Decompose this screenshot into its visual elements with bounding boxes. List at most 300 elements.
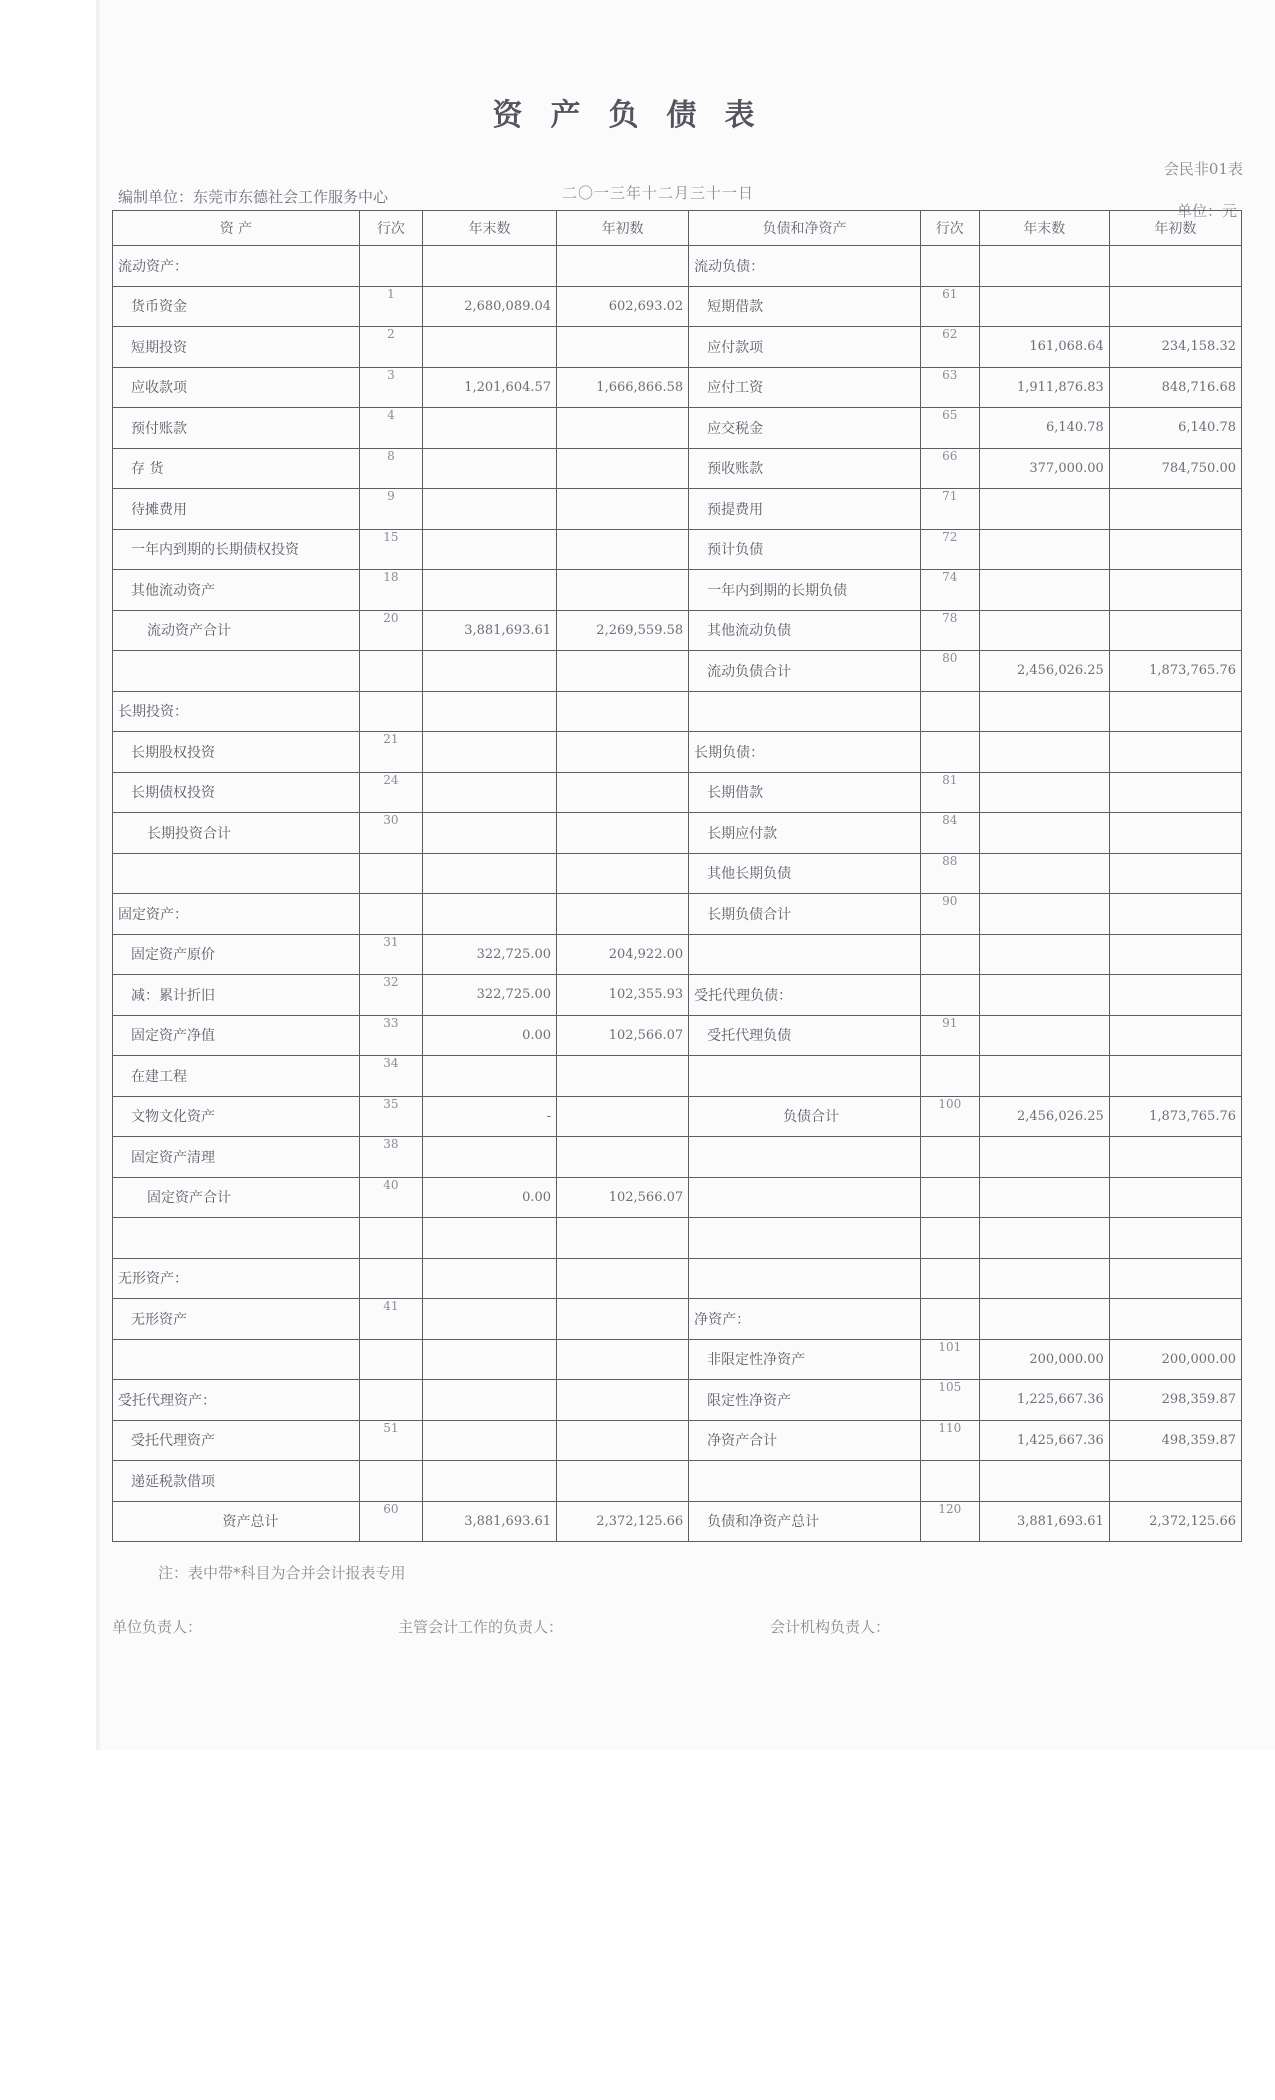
asset-name-cell: 固定资产净值 xyxy=(113,1015,360,1056)
asset-line-cell: 60 xyxy=(359,1501,422,1542)
liability-begin-cell xyxy=(1109,772,1241,813)
asset-line-cell: 3 xyxy=(359,367,422,408)
liability-begin-cell xyxy=(1109,975,1241,1016)
liability-begin-cell xyxy=(1109,894,1241,935)
asset-begin-cell xyxy=(557,772,689,813)
asset-name-cell: 固定资产原价 xyxy=(113,934,360,975)
table-row xyxy=(113,1380,1242,1421)
liability-begin-cell xyxy=(1109,691,1241,732)
liability-end-cell xyxy=(979,691,1109,732)
liability-begin-cell: 298,359.87 xyxy=(1109,1380,1241,1421)
col-end: 年末数 xyxy=(422,211,556,246)
liability-end-cell: 200,000.00 xyxy=(979,1339,1109,1380)
asset-line-cell: 1 xyxy=(359,286,422,327)
liability-end-cell: 161,068.64 xyxy=(979,327,1109,368)
table-row xyxy=(113,529,1242,570)
asset-end-cell: 3,881,693.61 xyxy=(422,1501,556,1542)
table-row xyxy=(113,570,1242,611)
asset-begin-cell: 102,355.93 xyxy=(557,975,689,1016)
liability-begin-cell xyxy=(1109,286,1241,327)
liability-name-cell: 应付款项 xyxy=(689,327,921,368)
liability-begin-cell xyxy=(1109,1218,1241,1259)
reporting-unit: 编制单位：东莞市东德社会工作服务中心 xyxy=(118,188,389,206)
table-row xyxy=(113,651,1242,692)
liability-name-cell: 非限定性净资产 xyxy=(689,1339,921,1380)
asset-begin-cell xyxy=(557,246,689,287)
asset-begin-cell xyxy=(557,1299,689,1340)
table-row xyxy=(113,1339,1242,1380)
liability-end-cell: 6,140.78 xyxy=(979,408,1109,449)
asset-end-cell xyxy=(422,894,556,935)
liability-name-cell: 流动负债合计 xyxy=(689,651,921,692)
liability-end-cell xyxy=(979,246,1109,287)
asset-end-cell: 0.00 xyxy=(422,1177,556,1218)
table-row xyxy=(113,894,1242,935)
table-row xyxy=(113,610,1242,651)
liability-line-cell: 105 xyxy=(920,1380,979,1421)
liability-begin-cell xyxy=(1109,1056,1241,1097)
liability-begin-cell xyxy=(1109,732,1241,773)
liability-name-cell: 受托代理负债： xyxy=(689,975,921,1016)
asset-line-cell: 2 xyxy=(359,327,422,368)
liability-line-cell xyxy=(920,1461,979,1502)
asset-line-cell: 38 xyxy=(359,1137,422,1178)
col-begin: 年初数 xyxy=(557,211,689,246)
liability-end-cell: 1,911,876.83 xyxy=(979,367,1109,408)
table-row xyxy=(113,327,1242,368)
liability-end-cell xyxy=(979,610,1109,651)
liability-end-cell xyxy=(979,286,1109,327)
asset-line-cell xyxy=(359,1380,422,1421)
asset-line-cell xyxy=(359,1218,422,1259)
liability-name-cell: 净资产合计 xyxy=(689,1420,921,1461)
liability-line-cell xyxy=(920,975,979,1016)
liability-begin-cell: 1,873,765.76 xyxy=(1109,651,1241,692)
asset-begin-cell: 2,372,125.66 xyxy=(557,1501,689,1542)
asset-line-cell: 33 xyxy=(359,1015,422,1056)
asset-end-cell xyxy=(422,529,556,570)
liability-name-cell: 长期借款 xyxy=(689,772,921,813)
liability-end-cell xyxy=(979,853,1109,894)
asset-line-cell: 51 xyxy=(359,1420,422,1461)
asset-name-cell: 其他流动资产 xyxy=(113,570,360,611)
col-line: 行次 xyxy=(359,211,422,246)
asset-name-cell: 长期投资： xyxy=(113,691,360,732)
asset-begin-cell xyxy=(557,1137,689,1178)
asset-line-cell: 41 xyxy=(359,1299,422,1340)
asset-end-cell xyxy=(422,772,556,813)
asset-line-cell: 34 xyxy=(359,1056,422,1097)
liability-begin-cell xyxy=(1109,1299,1241,1340)
liability-name-cell xyxy=(689,1056,921,1097)
asset-begin-cell: 102,566.07 xyxy=(557,1177,689,1218)
asset-end-cell xyxy=(422,1299,556,1340)
table-row xyxy=(113,975,1242,1016)
liability-line-cell xyxy=(920,1299,979,1340)
asset-name-cell: 长期股权投资 xyxy=(113,732,360,773)
asset-end-cell: 0.00 xyxy=(422,1015,556,1056)
asset-name-cell: 流动资产合计 xyxy=(113,610,360,651)
table-row xyxy=(113,489,1242,530)
table-row xyxy=(113,732,1242,773)
table-row xyxy=(113,1137,1242,1178)
col-liab: 负债和净资产 xyxy=(689,211,921,246)
col-begin2: 年初数 xyxy=(1109,211,1241,246)
asset-begin-cell xyxy=(557,1218,689,1259)
table-row xyxy=(113,691,1242,732)
asset-name-cell: 预付账款 xyxy=(113,408,360,449)
liability-name-cell: 限定性净资产 xyxy=(689,1380,921,1421)
liability-begin-cell: 6,140.78 xyxy=(1109,408,1241,449)
asset-end-cell: 2,680,089.04 xyxy=(422,286,556,327)
liability-name-cell: 预计负债 xyxy=(689,529,921,570)
liability-line-cell xyxy=(920,1177,979,1218)
asset-name-cell: 固定资产合计 xyxy=(113,1177,360,1218)
liability-line-cell: 65 xyxy=(920,408,979,449)
liability-end-cell xyxy=(979,489,1109,530)
liability-line-cell: 91 xyxy=(920,1015,979,1056)
liability-line-cell: 66 xyxy=(920,448,979,489)
liability-begin-cell xyxy=(1109,529,1241,570)
liability-end-cell xyxy=(979,772,1109,813)
liability-end-cell xyxy=(979,1137,1109,1178)
asset-name-cell: 固定资产： xyxy=(113,894,360,935)
asset-name-cell: 长期投资合计 xyxy=(113,813,360,854)
asset-name-cell xyxy=(113,651,360,692)
liability-end-cell: 1,425,667.36 xyxy=(979,1420,1109,1461)
liability-line-cell: 88 xyxy=(920,853,979,894)
liability-end-cell xyxy=(979,570,1109,611)
liability-line-cell xyxy=(920,1056,979,1097)
asset-line-cell: 32 xyxy=(359,975,422,1016)
liability-end-cell xyxy=(979,1177,1109,1218)
liability-name-cell: 应交税金 xyxy=(689,408,921,449)
asset-begin-cell: 602,693.02 xyxy=(557,286,689,327)
asset-end-cell: 3,881,693.61 xyxy=(422,610,556,651)
liability-line-cell: 120 xyxy=(920,1501,979,1542)
liability-name-cell: 负债和净资产总计 xyxy=(689,1501,921,1542)
asset-begin-cell xyxy=(557,894,689,935)
asset-name-cell: 在建工程 xyxy=(113,1056,360,1097)
liability-line-cell: 100 xyxy=(920,1096,979,1137)
table-row xyxy=(113,408,1242,449)
liability-begin-cell xyxy=(1109,1015,1241,1056)
table-row xyxy=(113,246,1242,287)
asset-line-cell: 18 xyxy=(359,570,422,611)
col-asset: 资 产 xyxy=(113,211,360,246)
liability-line-cell: 62 xyxy=(920,327,979,368)
liability-name-cell: 长期应付款 xyxy=(689,813,921,854)
asset-line-cell: 20 xyxy=(359,610,422,651)
asset-end-cell xyxy=(422,489,556,530)
asset-end-cell xyxy=(422,732,556,773)
liability-line-cell: 74 xyxy=(920,570,979,611)
asset-line-cell xyxy=(359,1258,422,1299)
asset-line-cell: 21 xyxy=(359,732,422,773)
asset-line-cell: 9 xyxy=(359,489,422,530)
liability-name-cell: 其他长期负债 xyxy=(689,853,921,894)
signature-accounting-head: 会计机构负责人： xyxy=(770,1618,891,1636)
asset-name-cell: 短期投资 xyxy=(113,327,360,368)
asset-end-cell: 1,201,604.57 xyxy=(422,367,556,408)
liability-begin-cell: 848,716.68 xyxy=(1109,367,1241,408)
report-date: 二〇一三年十二月三十一日 xyxy=(562,184,755,202)
table-row xyxy=(113,367,1242,408)
liability-name-cell: 长期负债合计 xyxy=(689,894,921,935)
asset-line-cell xyxy=(359,894,422,935)
liability-name-cell xyxy=(689,691,921,732)
asset-end-cell xyxy=(422,691,556,732)
liability-begin-cell xyxy=(1109,1177,1241,1218)
liability-line-cell: 84 xyxy=(920,813,979,854)
liability-begin-cell: 1,873,765.76 xyxy=(1109,1096,1241,1137)
asset-begin-cell: 204,922.00 xyxy=(557,934,689,975)
asset-name-cell: 一年内到期的长期债权投资 xyxy=(113,529,360,570)
liability-begin-cell xyxy=(1109,570,1241,611)
asset-name-cell: 无形资产 xyxy=(113,1299,360,1340)
asset-begin-cell xyxy=(557,813,689,854)
liability-begin-cell: 234,158.32 xyxy=(1109,327,1241,368)
liability-end-cell: 2,456,026.25 xyxy=(979,651,1109,692)
table-row xyxy=(113,1501,1242,1542)
asset-name-cell: 长期债权投资 xyxy=(113,772,360,813)
asset-begin-cell xyxy=(557,1461,689,1502)
asset-begin-cell xyxy=(557,651,689,692)
balance-sheet-table xyxy=(112,210,1242,1542)
liability-name-cell: 负债合计 xyxy=(689,1096,921,1137)
liability-name-cell: 短期借款 xyxy=(689,286,921,327)
asset-begin-cell xyxy=(557,408,689,449)
asset-begin-cell xyxy=(557,489,689,530)
asset-begin-cell xyxy=(557,1380,689,1421)
asset-line-cell: 8 xyxy=(359,448,422,489)
liability-name-cell xyxy=(689,1258,921,1299)
liability-name-cell: 应付工资 xyxy=(689,367,921,408)
asset-line-cell xyxy=(359,853,422,894)
form-number: 会民非01表 xyxy=(1163,160,1243,178)
asset-begin-cell xyxy=(557,732,689,773)
asset-line-cell xyxy=(359,246,422,287)
table-row xyxy=(113,813,1242,854)
asset-line-cell xyxy=(359,691,422,732)
liability-begin-cell: 2,372,125.66 xyxy=(1109,1501,1241,1542)
table-row xyxy=(113,772,1242,813)
liability-end-cell xyxy=(979,934,1109,975)
liability-line-cell: 81 xyxy=(920,772,979,813)
liability-line-cell: 80 xyxy=(920,651,979,692)
asset-name-cell: 固定资产清理 xyxy=(113,1137,360,1178)
asset-name-cell: 受托代理资产： xyxy=(113,1380,360,1421)
liability-line-cell xyxy=(920,1218,979,1259)
asset-begin-cell xyxy=(557,448,689,489)
liability-begin-cell xyxy=(1109,1258,1241,1299)
asset-begin-cell xyxy=(557,1339,689,1380)
liability-line-cell: 101 xyxy=(920,1339,979,1380)
table-row xyxy=(113,1258,1242,1299)
asset-end-cell xyxy=(422,1218,556,1259)
liability-line-cell: 61 xyxy=(920,286,979,327)
asset-line-cell: 35 xyxy=(359,1096,422,1137)
liability-end-cell: 377,000.00 xyxy=(979,448,1109,489)
liability-name-cell: 流动负债： xyxy=(689,246,921,287)
liability-line-cell xyxy=(920,1258,979,1299)
signature-chief-accountant: 主管会计工作的负责人： xyxy=(398,1618,564,1636)
table-row xyxy=(113,1177,1242,1218)
liability-begin-cell xyxy=(1109,1137,1241,1178)
liability-end-cell xyxy=(979,813,1109,854)
asset-begin-cell xyxy=(557,1420,689,1461)
liability-name-cell: 净资产： xyxy=(689,1299,921,1340)
asset-begin-cell xyxy=(557,327,689,368)
asset-name-cell: 无形资产： xyxy=(113,1258,360,1299)
asset-begin-cell xyxy=(557,853,689,894)
liability-end-cell: 2,456,026.25 xyxy=(979,1096,1109,1137)
asset-name-cell: 受托代理资产 xyxy=(113,1420,360,1461)
liability-line-cell: 72 xyxy=(920,529,979,570)
asset-name-cell xyxy=(113,1339,360,1380)
liability-name-cell: 一年内到期的长期负债 xyxy=(689,570,921,611)
liability-line-cell xyxy=(920,732,979,773)
col-line2: 行次 xyxy=(920,211,979,246)
table-row xyxy=(113,934,1242,975)
liability-line-cell: 63 xyxy=(920,367,979,408)
liability-name-cell: 长期负债： xyxy=(689,732,921,773)
liability-begin-cell xyxy=(1109,934,1241,975)
asset-begin-cell xyxy=(557,1096,689,1137)
liability-end-cell xyxy=(979,894,1109,935)
liability-end-cell xyxy=(979,732,1109,773)
liability-begin-cell xyxy=(1109,610,1241,651)
liability-line-cell xyxy=(920,1137,979,1178)
signature-unit-head: 单位负责人： xyxy=(112,1618,203,1636)
liability-name-cell xyxy=(689,1177,921,1218)
asset-name-cell: 货币资金 xyxy=(113,286,360,327)
asset-end-cell xyxy=(422,1420,556,1461)
asset-end-cell xyxy=(422,1137,556,1178)
table-row xyxy=(113,1015,1242,1056)
table-row xyxy=(113,1056,1242,1097)
asset-begin-cell xyxy=(557,691,689,732)
liability-line-cell: 110 xyxy=(920,1420,979,1461)
liability-begin-cell xyxy=(1109,813,1241,854)
asset-name-cell: 递延税款借项 xyxy=(113,1461,360,1502)
liability-begin-cell xyxy=(1109,1461,1241,1502)
liability-end-cell xyxy=(979,1461,1109,1502)
liability-name-cell: 受托代理负债 xyxy=(689,1015,921,1056)
liability-begin-cell xyxy=(1109,853,1241,894)
table-row xyxy=(113,1096,1242,1137)
liability-end-cell xyxy=(979,1299,1109,1340)
asset-name-cell: 待摊费用 xyxy=(113,489,360,530)
asset-line-cell: 31 xyxy=(359,934,422,975)
liability-line-cell xyxy=(920,246,979,287)
asset-end-cell: 322,725.00 xyxy=(422,975,556,1016)
table-row xyxy=(113,853,1242,894)
liability-end-cell xyxy=(979,975,1109,1016)
asset-begin-cell xyxy=(557,529,689,570)
liability-line-cell: 78 xyxy=(920,610,979,651)
asset-end-cell xyxy=(422,651,556,692)
asset-line-cell xyxy=(359,1339,422,1380)
table-row xyxy=(113,1218,1242,1259)
asset-line-cell: 4 xyxy=(359,408,422,449)
asset-name-cell xyxy=(113,853,360,894)
table-row xyxy=(113,448,1242,489)
liability-begin-cell xyxy=(1109,246,1241,287)
table-row xyxy=(113,286,1242,327)
liability-end-cell xyxy=(979,529,1109,570)
liability-line-cell: 71 xyxy=(920,489,979,530)
liability-name-cell: 其他流动负债 xyxy=(689,610,921,651)
asset-name-cell xyxy=(113,1218,360,1259)
liability-name-cell xyxy=(689,1461,921,1502)
asset-end-cell xyxy=(422,570,556,611)
asset-line-cell: 40 xyxy=(359,1177,422,1218)
table-header-row xyxy=(113,211,1242,246)
asset-begin-cell xyxy=(557,1258,689,1299)
asset-name-cell: 减：累计折旧 xyxy=(113,975,360,1016)
asset-begin-cell xyxy=(557,1056,689,1097)
asset-line-cell: 24 xyxy=(359,772,422,813)
asset-end-cell xyxy=(422,327,556,368)
asset-end-cell xyxy=(422,1056,556,1097)
table-row xyxy=(113,1420,1242,1461)
liability-end-cell: 3,881,693.61 xyxy=(979,1501,1109,1542)
asset-end-cell xyxy=(422,408,556,449)
liability-line-cell: 90 xyxy=(920,894,979,935)
table-row xyxy=(113,1461,1242,1502)
liability-name-cell: 预提费用 xyxy=(689,489,921,530)
liability-end-cell xyxy=(979,1258,1109,1299)
asset-begin-cell: 2,269,559.58 xyxy=(557,610,689,651)
liability-end-cell xyxy=(979,1218,1109,1259)
liability-name-cell xyxy=(689,934,921,975)
col-end2: 年末数 xyxy=(979,211,1109,246)
footnote: 注：表中带*科目为合并会计报表专用 xyxy=(158,1564,406,1582)
asset-end-cell xyxy=(422,1461,556,1502)
liability-end-cell xyxy=(979,1056,1109,1097)
document-title: 资产负债表 xyxy=(492,98,783,133)
asset-line-cell: 15 xyxy=(359,529,422,570)
asset-end-cell xyxy=(422,448,556,489)
table-row xyxy=(113,1299,1242,1340)
asset-end-cell: - xyxy=(422,1096,556,1137)
asset-begin-cell: 102,566.07 xyxy=(557,1015,689,1056)
asset-line-cell xyxy=(359,1461,422,1502)
liability-begin-cell: 498,359.87 xyxy=(1109,1420,1241,1461)
asset-end-cell xyxy=(422,246,556,287)
asset-end-cell xyxy=(422,853,556,894)
liability-end-cell xyxy=(979,1015,1109,1056)
asset-end-cell xyxy=(422,1258,556,1299)
liability-begin-cell xyxy=(1109,489,1241,530)
currency-unit: 单位：元 xyxy=(1176,202,1237,220)
liability-begin-cell: 200,000.00 xyxy=(1109,1339,1241,1380)
asset-begin-cell xyxy=(557,570,689,611)
asset-name-cell: 存 货 xyxy=(113,448,360,489)
liability-end-cell: 1,225,667.36 xyxy=(979,1380,1109,1421)
liability-line-cell xyxy=(920,934,979,975)
asset-name-cell: 资产总计 xyxy=(113,1501,360,1542)
liability-begin-cell: 784,750.00 xyxy=(1109,448,1241,489)
table-body xyxy=(113,246,1242,1542)
asset-end-cell xyxy=(422,1380,556,1421)
asset-line-cell xyxy=(359,651,422,692)
asset-name-cell: 应收款项 xyxy=(113,367,360,408)
liability-name-cell xyxy=(689,1218,921,1259)
liability-name-cell xyxy=(689,1137,921,1178)
asset-end-cell xyxy=(422,1339,556,1380)
